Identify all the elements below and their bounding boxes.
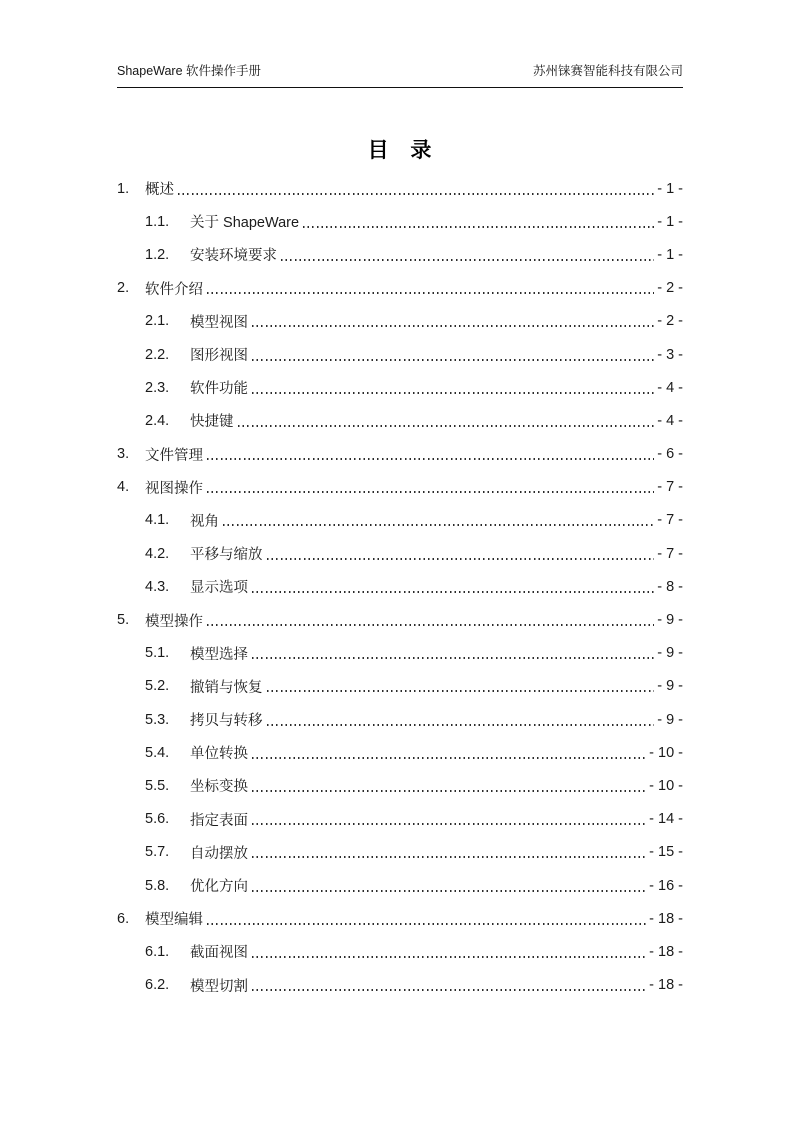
dot-leader [207,292,654,294]
toc-entry-page: - 9 - [657,612,683,629]
toc-entry-label: 截面视图 [190,945,248,962]
dot-leader [252,392,654,394]
toc-entry[interactable] [117,902,683,935]
toc-page-title: 目 录 [367,139,433,162]
toc-entry-page: - 10 - [649,744,683,761]
toc-entry[interactable] [117,803,683,836]
toc-entry-number: 5.6. [145,811,170,828]
toc-entry-page: - 2 - [657,313,683,330]
toc-entry[interactable] [117,637,683,670]
toc-entry[interactable] [117,670,683,703]
toc-entry-page: - 18 - [649,910,683,927]
toc-entry[interactable] [117,504,683,537]
toc-entry-page: - 15 - [649,844,683,861]
toc-entry[interactable] [117,272,683,305]
toc-entry[interactable] [117,703,683,736]
toc-entry-number: 5.1. [145,645,170,662]
toc-entry-number: 5.3. [145,711,170,728]
toc-entry-label: 关于 ShapeWare [190,215,300,232]
toc-entry-page: - 7 - [657,545,683,562]
toc-entry-page: - 7 - [657,512,683,529]
toc-entry[interactable] [117,305,683,338]
toc-entry-number: 2.1. [145,313,170,330]
toc-entry-number: 4.1. [145,512,170,529]
toc-entry[interactable] [117,836,683,869]
toc-entry-page: - 8 - [657,578,683,595]
toc-entry[interactable] [117,238,683,271]
toc-entry-number: 4.3. [145,578,170,595]
toc-entry[interactable] [117,603,683,636]
toc-entry[interactable] [117,769,683,802]
running-header [117,61,683,79]
toc-entry-label: 撤销与恢复 [190,679,263,696]
toc-entry[interactable] [117,371,683,404]
toc-entry-number: 5.8. [145,877,170,894]
toc-entry-number: 4. [117,479,130,496]
toc-entry[interactable] [117,172,683,205]
toc-entry-number: 1. [117,180,130,197]
toc-entry[interactable] [117,471,683,504]
toc-entry[interactable] [117,338,683,371]
toc-entry-number: 2.4. [145,412,170,429]
toc-entry-label: 图形视图 [190,348,248,365]
toc-entry-page: - 10 - [649,777,683,794]
toc-entry-page: - 2 - [657,280,683,297]
toc-entry-number: 4.2. [145,545,170,562]
toc-entry[interactable] [117,869,683,902]
toc-entry-label: 平移与缩放 [190,547,263,564]
toc-entry-label: 视图操作 [145,480,203,497]
header-manual-title: ShapeWare 软件操作手册 [117,64,262,78]
toc-entry-label: 文件管理 [145,447,203,464]
toc-entry-number: 6. [117,910,130,927]
toc-entry-page: - 1 - [657,246,683,263]
toc-entry-label: 模型编辑 [145,912,203,929]
dot-leader [252,956,646,958]
toc-entry-page: - 1 - [657,180,683,197]
dot-leader [207,624,654,626]
toc-entry-page: - 4 - [657,379,683,396]
toc-entry-number: 1.1. [145,213,170,230]
dot-leader [207,458,654,460]
toc-entry-label: 模型切割 [190,978,248,995]
toc-list [117,172,683,1002]
dot-leader [281,259,654,261]
dot-leader [252,359,654,361]
toc-entry-label: 单位转换 [190,746,248,763]
toc-entry-number: 3. [117,446,130,463]
toc-entry-label: 拷贝与转移 [190,713,263,730]
toc-entry-number: 5. [117,612,130,629]
dot-leader [207,491,654,493]
toc-entry-number: 2.3. [145,379,170,396]
toc-entry-label: 模型操作 [145,613,203,630]
toc-entry-label: 概述 [145,182,174,199]
toc-entry-number: 6.1. [145,943,170,960]
dot-leader [252,757,646,759]
toc-entry[interactable] [117,570,683,603]
toc-entry-label: 显示选项 [190,580,248,597]
toc-entry[interactable] [117,205,683,238]
dot-leader [207,923,646,925]
toc-entry-page: - 7 - [657,479,683,496]
toc-entry-number: 5.7. [145,844,170,861]
toc-entry-label: 优化方向 [190,879,248,896]
toc-entry-page: - 9 - [657,711,683,728]
dot-leader [252,823,646,825]
toc-entry-number: 2.2. [145,346,170,363]
toc-entry-page: - 1 - [657,213,683,230]
dot-leader [267,724,655,726]
dot-leader [178,193,654,195]
toc-entry-number: 6.2. [145,977,170,994]
toc-entry-label: 软件功能 [190,381,248,398]
toc-entry-page: - 14 - [649,811,683,828]
toc-entry[interactable] [117,935,683,968]
toc-entry-page: - 16 - [649,877,683,894]
toc-entry-label: 指定表面 [190,812,248,829]
toc-entry-label: 安装环境要求 [190,248,277,265]
dot-leader [252,856,646,858]
toc-entry-number: 5.2. [145,678,170,695]
toc-entry-number: 2. [117,280,130,297]
toc-entry-label: 模型视图 [190,314,248,331]
header-company-name: 苏州铼赛智能科技有限公司 [532,64,683,78]
toc-entry[interactable] [117,736,683,769]
dot-leader [252,657,654,659]
dot-leader [238,425,655,427]
dot-leader [223,524,654,526]
toc-entry-label: 软件介绍 [145,281,203,298]
dot-leader [267,690,655,692]
toc-entry-page: - 18 - [649,943,683,960]
toc-entry[interactable] [117,404,683,437]
toc-entry-page: - 9 - [657,645,683,662]
toc-entry-label: 自动摆放 [190,845,248,862]
toc-entry-label: 快捷键 [190,414,234,431]
toc-entry-number: 1.2. [145,246,170,263]
toc-entry-label: 坐标变换 [190,779,248,796]
toc-entry[interactable] [117,537,683,570]
dot-leader [252,989,646,991]
toc-entry[interactable] [117,969,683,1002]
toc-entry-label: 视角 [190,513,219,530]
toc-entry-label: 模型选择 [190,646,248,663]
dot-leader [252,790,646,792]
dot-leader [252,325,654,327]
dot-leader [303,226,654,228]
toc-entry-page: - 9 - [657,678,683,695]
toc-entry-number: 5.4. [145,744,170,761]
dot-leader [267,558,655,560]
dot-leader [252,890,646,892]
toc-entry-page: - 18 - [649,977,683,994]
dot-leader [252,591,654,593]
toc-entry-page: - 6 - [657,446,683,463]
toc-entry[interactable] [117,438,683,471]
toc-entry-number: 5.5. [145,777,170,794]
header-divider [117,87,683,88]
toc-entry-page: - 3 - [657,346,683,363]
toc-entry-page: - 4 - [657,412,683,429]
